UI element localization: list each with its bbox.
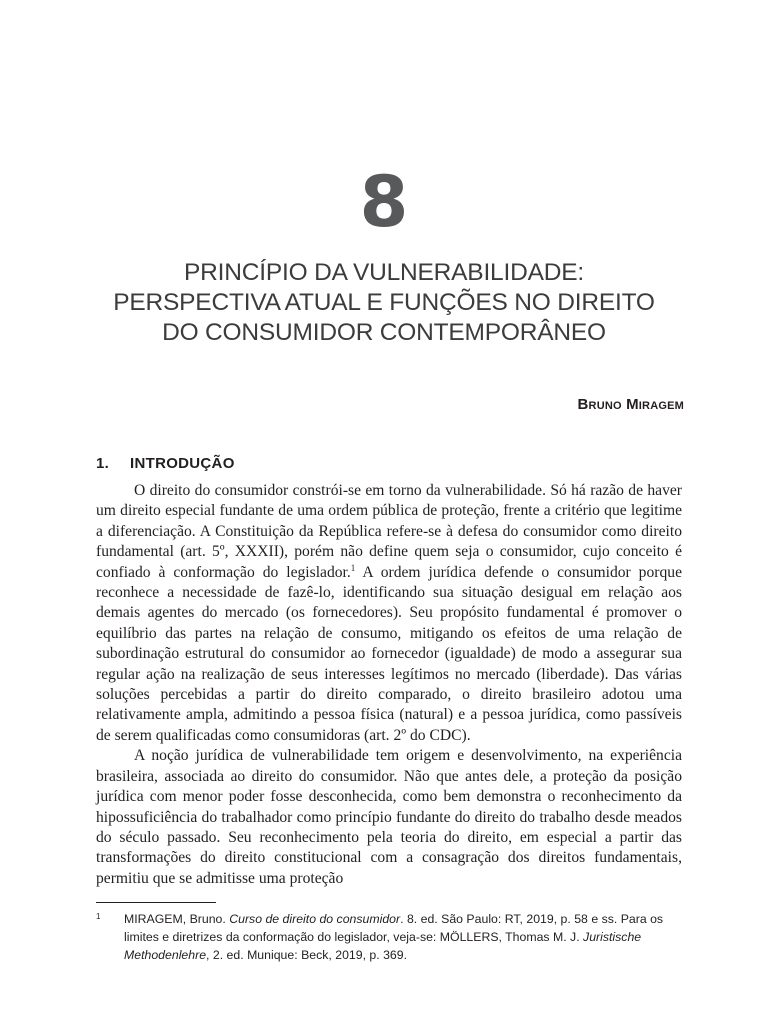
section-number: 1. bbox=[96, 455, 110, 472]
footnote bbox=[96, 910, 682, 964]
footnote-text bbox=[124, 910, 682, 964]
footnote-part-1: MIRAGEM, Bruno. bbox=[124, 912, 230, 926]
footnote-divider bbox=[96, 902, 216, 903]
footnote-part-5: , 2. ed. Munique: Beck, 2019, p. 369. bbox=[206, 948, 408, 962]
footnote-book-title-2: Juristische Methodenlehre bbox=[124, 930, 642, 962]
chapter-title bbox=[96, 258, 672, 348]
chapter-title-line-2: PERSPECTIVA ATUAL E FUNÇÕES NO DIREITO bbox=[113, 289, 655, 316]
footnote-part-3: . 8. ed. São Paulo: RT, 2019, p. 58 e ss. Para os limites e diretrizes da conformação do legislador, veja-se: MÖLLERS, Thomas M. J. bbox=[124, 912, 664, 944]
author-name: Bruno Miragem bbox=[577, 396, 684, 413]
paragraph-2: A noção jurídica de vulnerabilidade tem origem e desenvolvimento, na experiência brasileira, associada ao direito do consumidor. Não que antes dele, a proteção da posição jurídica com menor poder fosse desconhecida, como bem demonstra o reconhecimento da hipossuficiência do trabalhador como princípio fundante do direito do trabalho desde meados do século passado. Seu reconhecimento pela teoria do direito, em especial a partir das transformações do direito constitucional com a consagração dos direitos fundamentais, permitiu que se admitisse uma proteção bbox=[96, 747, 682, 887]
body-text bbox=[96, 481, 682, 889]
chapter-title-line-3: DO CONSUMIDOR CONTEMPORÂNEO bbox=[162, 319, 606, 346]
paragraph-1-text-a: O direito do consumidor constrói-se em torno da vulnerabilidade. Só há razão de haver um direito especial fundante de uma ordem pública de proteção, frente a critério que legitime a diferenciação. A Constituição da República refere-se à defesa do consumidor como direito fundamental (art. 5º, XXXII), porém não define quem seja o consumidor, cujo conceito é confiado à conformação do legislador. bbox=[96, 482, 682, 581]
paragraph-1-text-b: A ordem jurídica defende o consumidor porque reconhece a necessidade de fazê-lo, identificando sua situação desigual em relação aos demais agentes do mercado (os fornecedores). Seu propósito fundamental é promover o equilíbrio das partes na relação de consumo, mitigando os efeitos de uma relação de subordinação estrutural do consumidor ao fornecedor (igualdade) de modo a assegurar sua regular ação na realização de seus interesses legítimos no mercado (liberdade). Das várias soluções percebidas a partir do direito comparado, o direito brasileiro adotou uma relativamente ampla, admitindo a pessoa física (natural) e a pessoa jurídica, como passíveis de serem qualificadas como consumidoras (art. 2º do CDC). bbox=[96, 563, 682, 744]
footnote-reference[interactable]: 1 bbox=[350, 562, 356, 573]
footnote-number: 1 bbox=[96, 912, 101, 921]
section-title: INTRODUÇÃO bbox=[130, 455, 235, 472]
footnote-book-title-1: Curso de direito do consumidor bbox=[229, 912, 401, 926]
chapter-number: 8 bbox=[359, 161, 409, 243]
paragraph-1 bbox=[96, 481, 682, 746]
section-heading bbox=[96, 454, 235, 474]
chapter-title-line-1: PRINCÍPIO DA VULNERABILIDADE: bbox=[184, 259, 584, 286]
